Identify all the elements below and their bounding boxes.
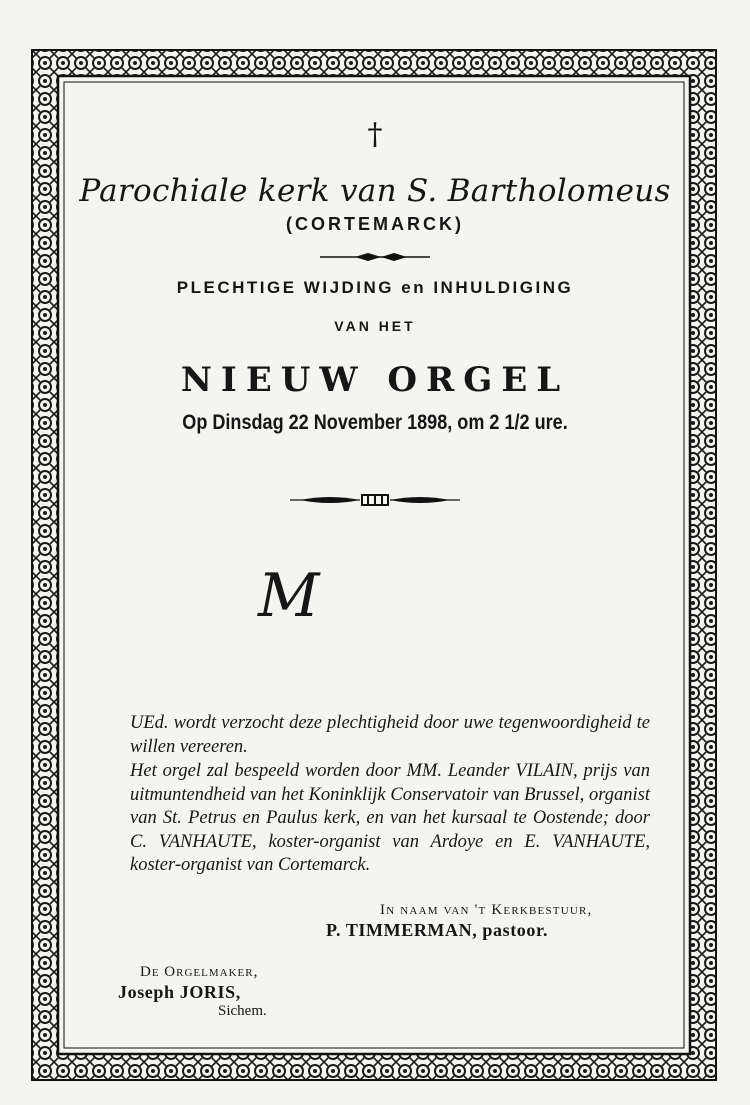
divider-ornament <box>0 250 750 264</box>
signature-label: In naam van 't Kerkbestuur, <box>380 902 593 918</box>
invitation-text: UEd. wordt verzocht deze plechtigheid door uwe tegenwoordigheid te willen vereeren. <box>130 713 650 757</box>
organ-title: NIEUW ORGEL <box>180 360 570 400</box>
builder-label: De Orgelmaker, <box>140 964 259 980</box>
ceremony-line: PLECHTIGE WIJDING en INHULDIGING <box>176 278 574 297</box>
performers-text: Het orgel zal bespeeld worden door MM. Leander VILAIN, prijs van uitmuntendheid van het Koninklijk Conservatoir van Brussel, organist van St. Petrus en Paulus kerk, en van het kursaal te Oostende; door C. VANHAUTE, koster-organist van Ardoye en E. VANHAUTE, koster-organist van Cortemarck. <box>130 761 650 876</box>
cross-icon: † <box>367 117 383 152</box>
builder-place: Sichem. <box>218 1003 267 1019</box>
date-line: Op Dinsdag 22 November 1898, om 2 1/2 ure. <box>182 411 568 434</box>
salutation: M <box>258 561 320 631</box>
church-title: Parochiale kerk van S. Bartholomeus <box>79 173 671 209</box>
builder-name: Joseph JORIS, <box>118 982 241 1002</box>
church-location: (CORTEMARCK) <box>286 214 464 234</box>
signature-name: P. TIMMERMAN, pastoor. <box>326 920 549 940</box>
flourish-divider <box>0 490 750 510</box>
van-het-line: VAN HET <box>334 318 416 334</box>
